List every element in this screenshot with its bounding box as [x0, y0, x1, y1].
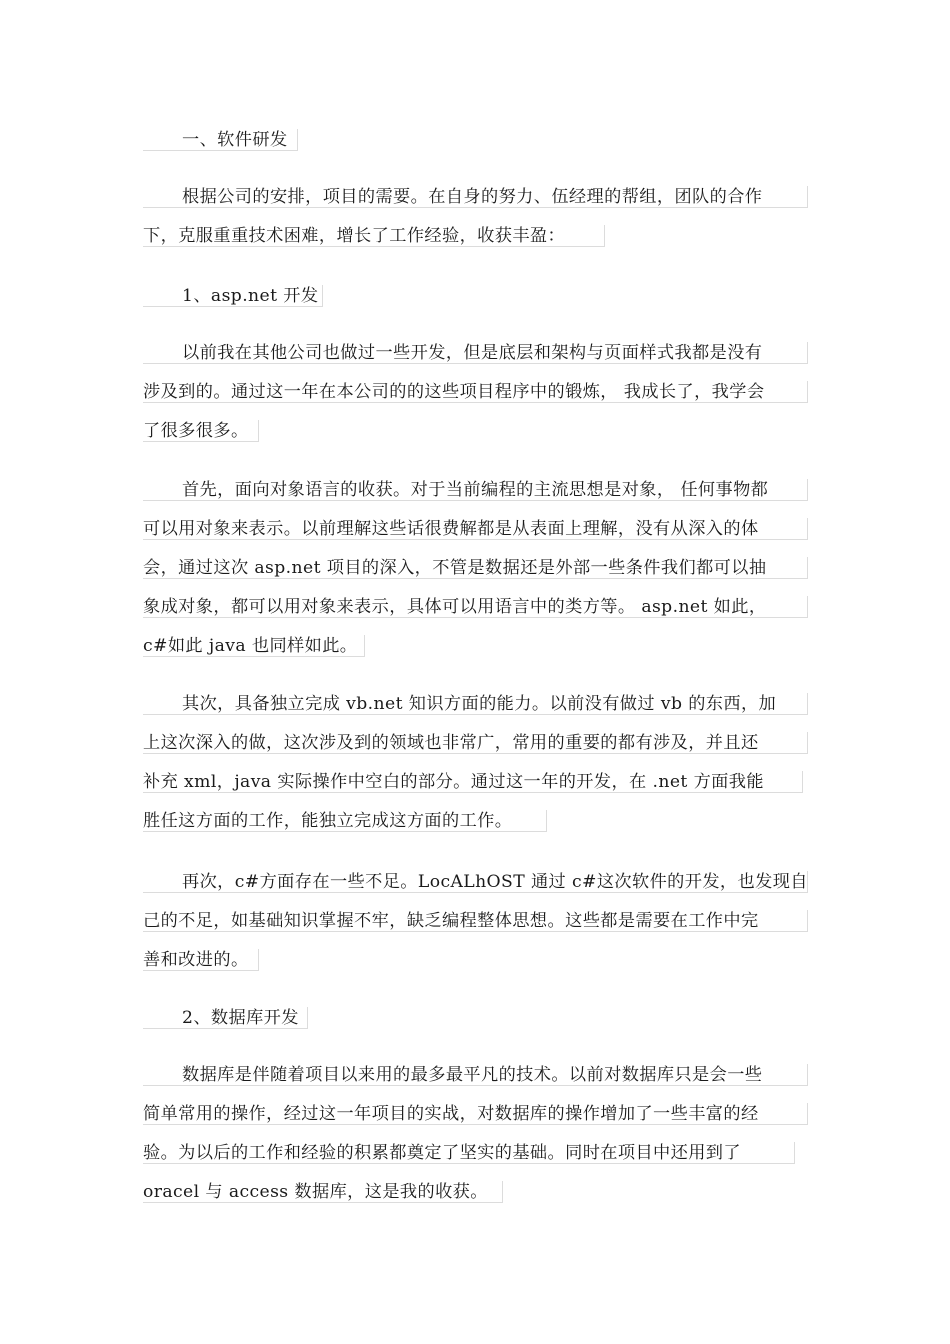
text-line: oracel 与 access 数据库，这是我的收获。: [143, 1181, 503, 1203]
text-line: 以前我在其他公司也做过一些开发，但是底层和架构与页面样式我都是没有: [143, 342, 808, 364]
paragraph-oop: [143, 479, 808, 657]
heading-line: 1、asp.net 开发: [143, 285, 323, 307]
text-line: 数据库是伴随着项目以来用的最多最平凡的技术。以前对数据库只是会一些: [143, 1064, 808, 1086]
text-line: 再次，c#方面存在一些不足。LocALhOST 通过 c#这次软件的开发，也发现自: [143, 871, 808, 893]
text-line: 补充 xml，java 实际操作中空白的部分。通过这一年的开发，在 .net 方面我能: [143, 771, 803, 793]
text-line: 根据公司的安排，项目的需要。在自身的努力、伍经理的帮组，团队的合作: [143, 186, 808, 208]
paragraph-intro: [143, 186, 808, 247]
text-line: 其次，具备独立完成 vb.net 知识方面的能力。以前没有做过 vb 的东西，加: [143, 693, 808, 715]
text-line: 善和改进的。: [143, 949, 259, 971]
paragraph-experience: [143, 342, 808, 442]
text-line: 验。为以后的工作和经验的积累都奠定了坚实的基础。同时在项目中还用到了: [143, 1142, 795, 1164]
text-line: c#如此 java 也同样如此。: [143, 635, 365, 657]
text-line: 象成对象，都可以用对象来表示，具体可以用语言中的类方等。 asp.net 如此，: [143, 596, 808, 618]
heading-line: 2、数据库开发: [143, 1007, 308, 1029]
text-line: 涉及到的。通过这一年在本公司的的这些项目程序中的锻炼， 我成长了，我学会: [143, 381, 808, 403]
paragraph-database: [143, 1064, 808, 1203]
subheading-aspnet: [143, 285, 808, 307]
paragraph-vbnet: [143, 693, 808, 832]
text-line: 首先，面向对象语言的收获。对于当前编程的主流思想是对象， 任何事物都: [143, 479, 808, 501]
section-heading-software: [143, 129, 808, 151]
heading-line: 一、软件研发: [143, 129, 298, 151]
paragraph-csharp: [143, 871, 808, 971]
text-line: 了很多很多。: [143, 420, 259, 442]
text-line: 可以用对象来表示。以前理解这些话很费解都是从表面上理解，没有从深入的体: [143, 518, 808, 540]
text-line: 简单常用的操作，经过这一年项目的实战，对数据库的操作增加了一些丰富的经: [143, 1103, 808, 1125]
text-line: 下，克服重重技术困难，增长了工作经验，收获丰盈：: [143, 225, 605, 247]
text-line: 上这次深入的做，这次涉及到的领域也非常广，常用的重要的都有涉及，并且还: [143, 732, 808, 754]
text-line: 胜任这方面的工作，能独立完成这方面的工作。: [143, 810, 547, 832]
subheading-database: [143, 1007, 808, 1029]
text-line: 会，通过这次 asp.net 项目的深入，不管是数据还是外部一些条件我们都可以抽: [143, 557, 808, 579]
text-line: 己的不足，如基础知识掌握不牢，缺乏编程整体思想。这些都是需要在工作中完: [143, 910, 808, 932]
